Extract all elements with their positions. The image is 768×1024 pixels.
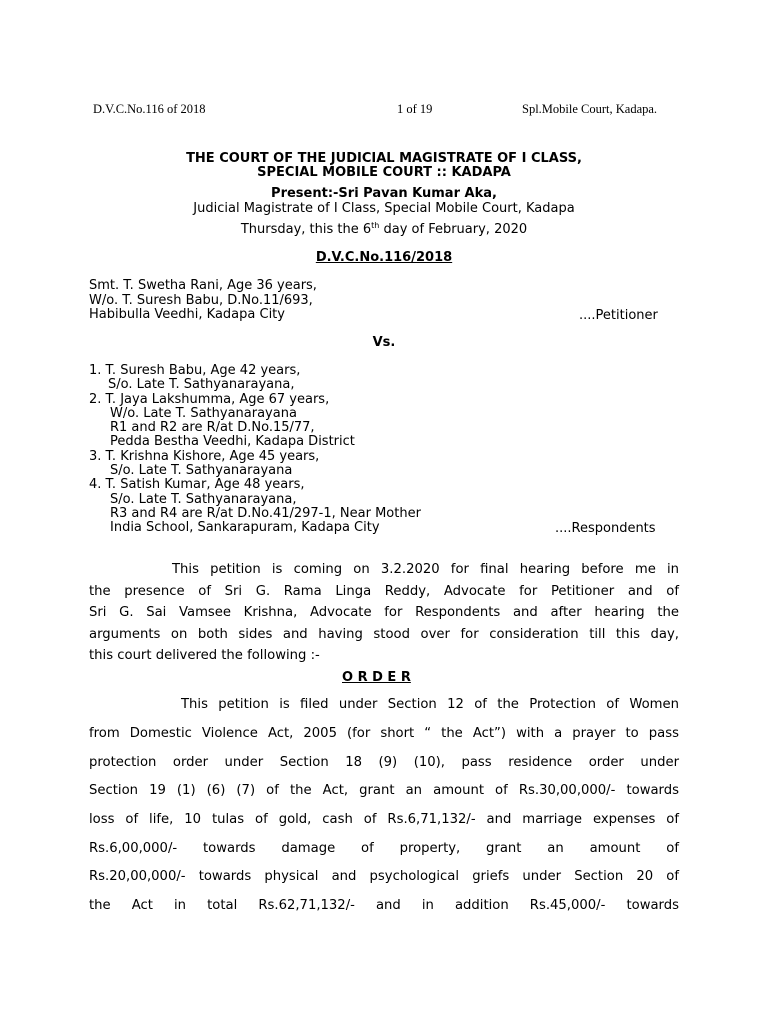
order-line: loss of life, 10 tulas of gold, cash of Rs.6,71,132/- and marriage expenses of [89, 812, 679, 827]
order-line: the Act in total Rs.62,71,132/- and in addition Rs.45,000/- towards [89, 898, 679, 913]
respondent-line: S/o. Late T. Sathyanarayana, [110, 491, 297, 507]
officer-designation: Judicial Magistrate of I Class, Special Mobile Court, Kadapa [193, 201, 575, 216]
respondents-block [89, 364, 421, 536]
judgment-date-ordinal: th [371, 221, 380, 230]
intro-line: arguments on both sides and having stood over for consideration till this day, [89, 627, 679, 642]
header-court-name: Spl.Mobile Court, Kadapa. [522, 102, 658, 116]
respondent-line: R1 and R2 are R/at D.No.15/77, [110, 420, 315, 436]
versus-label: Vs. [372, 335, 396, 350]
order-line: Rs.20,00,000/- towards physical and psychological griefs under Section 20 of [89, 869, 679, 884]
court-title-line-2: SPECIAL MOBILE COURT :: KADAPA [257, 165, 511, 180]
respondent-line: India School, Sankarapuram, Kadapa City [110, 520, 380, 536]
order-heading: O R D E R [342, 670, 411, 685]
respondent-line: 4. T. Satish Kumar, Age 48 years, [89, 477, 305, 493]
order-line: from Domestic Violence Act, 2005 (for short “ the Act”) with a prayer to pass [89, 726, 679, 741]
presiding-officer: Present:-Sri Pavan Kumar Aka, [271, 186, 497, 201]
respondents-role: ....Respondents [555, 521, 656, 536]
petitioner-line: W/o. T. Suresh Babu, D.No.11/693, [89, 292, 313, 308]
respondent-line: Pedda Bestha Veedhi, Kadapa District [110, 434, 355, 450]
header-page-number: 1 of 19 [397, 102, 433, 116]
respondent-line: S/o. Late T. Sathyanarayana, [108, 377, 295, 393]
respondent-line: 3. T. Krishna Kishore, Age 45 years, [89, 448, 320, 464]
intro-line: the presence of Sri G. Rama Linga Reddy, Advocate for Petitioner and of [89, 584, 679, 599]
order-line: Rs.6,00,000/- towards damage of property, grant an amount of [89, 841, 679, 856]
judgment-date [0, 222, 768, 237]
petitioner-line: Smt. T. Swetha Rani, Age 36 years, [89, 278, 317, 293]
case-number: D.V.C.No.116/2018 [315, 250, 453, 265]
petitioner-line: Habibulla Veedhi, Kadapa City [89, 307, 285, 322]
judgment-date-start: Thursday, this the 6 [240, 222, 372, 237]
intro-line: This petition is coming on 3.2.2020 for final hearing before me in [172, 562, 679, 577]
court-title-line-1: THE COURT OF THE JUDICIAL MAGISTRATE OF I CLASS, [186, 151, 582, 166]
petitioner-role: ....Petitioner [579, 308, 658, 323]
intro-line: this court delivered the following :- [89, 648, 320, 663]
respondent-line: 2. T. Jaya Lakshumma, Age 67 years, [89, 391, 330, 407]
order-line: This petition is filed under Section 12 of the Protection of Women [181, 697, 679, 712]
header-case-ref: D.V.C.No.116 of 2018 [93, 102, 206, 116]
order-line: Section 19 (1) (6) (7) of the Act, grant an amount of Rs.30,00,000/- towards [89, 783, 679, 798]
order-line: protection order under Section 18 (9) (10), pass residence order under [89, 755, 679, 770]
respondent-line: 1. T. Suresh Babu, Age 42 years, [89, 363, 301, 378]
judgment-date-end: day of February, 2020 [379, 222, 528, 237]
intro-line: Sri G. Sai Vamsee Krishna, Advocate for Respondents and after hearing the [89, 605, 679, 620]
respondent-line: R3 and R4 are R/at D.No.41/297-1, Near Mother [110, 505, 421, 521]
petitioner-block [89, 279, 317, 323]
respondent-line: W/o. Late T. Sathyanarayana [110, 405, 297, 421]
respondent-line: S/o. Late T. Sathyanarayana [110, 463, 293, 479]
